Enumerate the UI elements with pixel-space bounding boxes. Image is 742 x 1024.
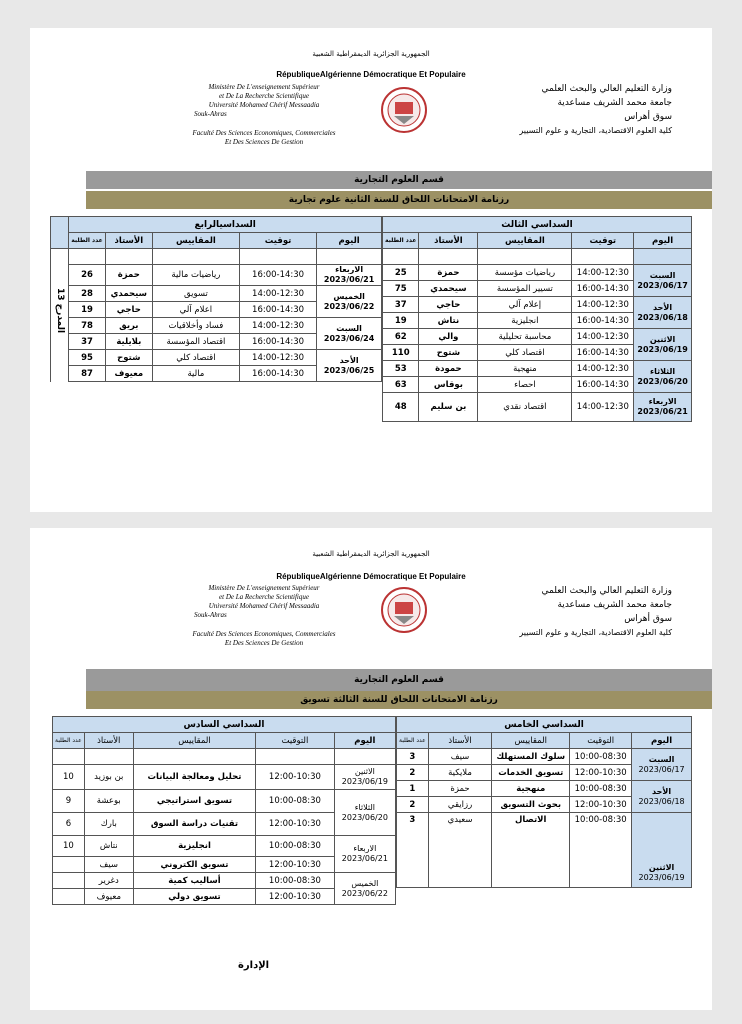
time-cell: 16:00-14:30 (239, 334, 316, 350)
count-cell: 10 (53, 765, 85, 790)
time-cell: 16:00-14:30 (572, 281, 634, 297)
prof-cell: بارك (84, 813, 133, 836)
subject-cell: أساليب كمية (133, 873, 255, 889)
count-cell: 48 (383, 393, 419, 422)
col-header: توقيت (239, 233, 316, 249)
count-cell: 3 (397, 813, 429, 888)
time-cell: 12:00-10:30 (256, 857, 335, 873)
administration-signature: الإدارة (238, 960, 270, 971)
lecture-hall-label: المدرج 13 (55, 288, 65, 334)
semester-4-table (50, 216, 382, 382)
time-cell: 10:00-08:30 (256, 873, 335, 889)
fr-line: Souk-Ahras (194, 611, 227, 619)
col-header: المقاييس (478, 233, 572, 249)
time-cell: 14:00-12:30 (572, 297, 634, 313)
count-cell: 1 (397, 781, 429, 797)
col-header: المقاييس (133, 733, 255, 749)
day-cell: السبت 2023/06/24 (317, 318, 382, 350)
prof-cell: معيوف (105, 366, 152, 382)
exam-schedule-page-2 (30, 528, 712, 1010)
subject-cell: إعلام آلي (478, 297, 572, 313)
count-cell: 28 (69, 286, 105, 302)
university-logo (380, 86, 428, 134)
ar-line: جامعة محمد الشريف مساعدية (557, 600, 672, 610)
subject-cell: تحليل ومعالجة البيانات (133, 765, 255, 790)
time-cell: 12:00-10:30 (256, 765, 335, 790)
day-cell: الاثنين 2023/06/19 (632, 813, 692, 888)
time-cell: 14:00-12:30 (239, 286, 316, 302)
day-cell: السبت 2023/06/17 (634, 265, 692, 297)
semester-title: السداسيالرابع (69, 217, 382, 233)
subject-cell: مالية (152, 366, 239, 382)
count-cell: 37 (69, 334, 105, 350)
count-cell: 75 (383, 281, 419, 297)
fr-line: et De La Recherche Scientifique (219, 92, 309, 100)
day-cell: الثلاثاء 2023/06/20 (334, 790, 395, 836)
col-header: اليوم (632, 733, 692, 749)
prof-cell: رزايقي (428, 797, 492, 813)
time-cell: 10:00-08:30 (256, 790, 335, 813)
day-cell (634, 249, 692, 265)
day-cell: الاربعاء 2023/06/21 (334, 836, 395, 873)
subject-cell: سلوك المستهلك (492, 749, 570, 765)
prof-cell: نتاش (419, 313, 478, 329)
time-cell: 16:00-14:30 (572, 377, 634, 393)
ar-line: سوق أهراس (624, 112, 672, 122)
university-logo (380, 586, 428, 634)
count-cell: 78 (69, 318, 105, 334)
count-cell: 87 (69, 366, 105, 382)
col-header: عدد الطلبة (397, 733, 429, 749)
subject-cell: تسيير المؤسسة (478, 281, 572, 297)
day-cell: الخميس 2023/06/22 (317, 286, 382, 318)
prof-cell: دغرير (84, 873, 133, 889)
count-cell: 110 (383, 345, 419, 361)
prof-cell: شتوح (419, 345, 478, 361)
time-cell: 14:00-12:30 (572, 361, 634, 377)
ministry-arabic-block (462, 584, 672, 640)
time-cell: 16:00-14:30 (239, 366, 316, 382)
prof-cell: بلايلية (105, 334, 152, 350)
col-header: عدد الطلبة (69, 233, 105, 249)
semester-title: السداسي الثالث (383, 217, 692, 233)
prof-cell: نتاش (84, 836, 133, 857)
day-cell: الاثنين 2023/06/19 (634, 329, 692, 361)
count-cell: 63 (383, 377, 419, 393)
republic-arabic: الجمهورية الجزائرية الديمقراطية الشعبية (312, 550, 430, 558)
col-header: التوقيت (570, 733, 632, 749)
subject-cell: اقتصاد كلي (478, 345, 572, 361)
ar-line: سوق أهراس (624, 614, 672, 624)
col-header: الأستاذ (84, 733, 133, 749)
day-cell: الاربعاء 2023/06/21 (634, 393, 692, 422)
fr-line: Université Mohamed Chérif Messaadia (208, 602, 320, 610)
prof-cell: بوقاس (419, 377, 478, 393)
count-cell: 26 (69, 265, 105, 286)
day-cell: الثلاثاء 2023/06/20 (634, 361, 692, 393)
fr-line: Ministère De L'enseignement Supérieur (208, 83, 320, 91)
col-header: الأستاذ (428, 733, 492, 749)
time-cell: 12:00-10:30 (570, 765, 632, 781)
prof-cell: سيف (428, 749, 492, 765)
time-cell: 14:00-12:30 (572, 393, 634, 422)
prof-cell: حاجي (419, 297, 478, 313)
fr-line: Université Mohamed Chérif Messaadia (208, 101, 320, 109)
subject-cell: تسويق الخدمات (492, 765, 570, 781)
subject-cell: تسويق دولي (133, 889, 255, 905)
col-header: الأستاذ (419, 233, 478, 249)
prof-cell: حاجي (105, 302, 152, 318)
col-header: المقاييس (492, 733, 570, 749)
fr-line: Et Des Sciences De Gestion (224, 639, 304, 647)
time-cell: 16:00-14:30 (239, 302, 316, 318)
col-header: الأستاذ (105, 233, 152, 249)
count-cell: 53 (383, 361, 419, 377)
col-header: توقيت (572, 233, 634, 249)
fr-line: et De La Recherche Scientifique (219, 593, 309, 601)
subject-cell: اعلام آلي (152, 302, 239, 318)
ar-line: جامعة محمد الشريف مساعدية (557, 98, 672, 108)
republic-french: RépubliqueAlgérienne Démocratique Et Populaire (276, 572, 466, 581)
count-cell: 3 (397, 749, 429, 765)
prof-cell: ملايكية (428, 765, 492, 781)
subject-cell: تسويق استراتيجي (133, 790, 255, 813)
subject-cell: اقتصاد المؤسسة (152, 334, 239, 350)
col-header: التوقيت (256, 733, 335, 749)
prof-cell: حمزة (419, 265, 478, 281)
count-cell: 6 (53, 813, 85, 836)
subject-cell: محاسبة تحليلية (478, 329, 572, 345)
subject-cell: رياضيات مؤسسة (478, 265, 572, 281)
col-header: عدد الطلبة (383, 233, 419, 249)
count-cell (53, 873, 85, 889)
ministry-french-block (164, 584, 364, 648)
republic-arabic: الجمهورية الجزائرية الديمقراطية الشعبية (312, 50, 430, 58)
time-cell: 14:00-12:30 (572, 265, 634, 281)
subject-cell: رياضيات مالية (152, 265, 239, 286)
time-cell: 10:00-08:30 (570, 749, 632, 765)
day-cell: الاثنين 2023/06/19 (334, 765, 395, 790)
prof-cell: معيوف (84, 889, 133, 905)
subject-cell: منهجية (478, 361, 572, 377)
semester-5-table (396, 716, 692, 888)
time-cell: 10:00-08:30 (570, 781, 632, 797)
ar-line: وزارة التعليم العالي والبحث العلمي (541, 586, 672, 596)
count-cell: 9 (53, 790, 85, 813)
subject-cell: اقتصاد نقدي (478, 393, 572, 422)
count-cell: 19 (383, 313, 419, 329)
prof-cell: بريق (105, 318, 152, 334)
count-cell: 25 (383, 265, 419, 281)
department-banner: قسم العلوم التجارية (86, 669, 712, 691)
prof-cell: سيف (84, 857, 133, 873)
subject-cell: تسويق الكتروني (133, 857, 255, 873)
subject-cell: اقتصاد كلي (152, 350, 239, 366)
semester-title: السداسي السادس (53, 717, 396, 733)
subject-cell: تسويق (152, 286, 239, 302)
count-cell: 62 (383, 329, 419, 345)
fr-line: Souk-Ahras (194, 110, 227, 118)
fr-line: Faculté Des Sciences Economiques, Commerciales (192, 630, 336, 638)
time-cell: 16:00-14:30 (572, 313, 634, 329)
prof-cell: شتوح (105, 350, 152, 366)
subject-cell: انجليزية (133, 836, 255, 857)
prof-cell: بن بوزيد (84, 765, 133, 790)
prof-cell: حمزة (428, 781, 492, 797)
day-cell: الاربعاء 2023/06/21 (317, 265, 382, 286)
time-cell: 14:00-12:30 (239, 318, 316, 334)
subject-cell: احصاء (478, 377, 572, 393)
subject-cell: بحوث التسويق (492, 797, 570, 813)
count-cell: 2 (397, 765, 429, 781)
count-cell (53, 889, 85, 905)
prof-cell: حمزة (105, 265, 152, 286)
day-cell: السبت 2023/06/17 (632, 749, 692, 781)
day-cell: الأحد 2023/06/25 (317, 350, 382, 382)
ministry-arabic-block (462, 82, 672, 138)
subject-cell: منهجية (492, 781, 570, 797)
semester-title: السداسي الخامس (397, 717, 692, 733)
time-cell: 14:00-12:30 (239, 350, 316, 366)
subject-cell: الاتصال (492, 813, 570, 888)
time-cell: 12:00-10:30 (570, 797, 632, 813)
prof-cell: بن سليم (419, 393, 478, 422)
department-banner: قسم العلوم التجارية (86, 171, 712, 189)
prof-cell: بوعشة (84, 790, 133, 813)
time-cell: 10:00-08:30 (570, 813, 632, 888)
time-cell: 14:00-12:30 (572, 329, 634, 345)
prof-cell: والي (419, 329, 478, 345)
count-cell: 10 (53, 836, 85, 857)
col-header: عدد الطلبة (53, 733, 85, 749)
time-cell: 16:00-14:30 (239, 265, 316, 286)
count-cell: 2 (397, 797, 429, 813)
prof-cell: سيحمدي (419, 281, 478, 297)
fr-line: Faculté Des Sciences Economiques, Commerciales (192, 129, 336, 137)
schedule-title-banner: رزنامة الامتحانات اللحاق للسنة الثالثة تسويق (86, 691, 712, 709)
semester-6-table (52, 716, 396, 905)
subject-cell: تقنيات دراسة السوق (133, 813, 255, 836)
col-header: اليوم (334, 733, 395, 749)
ar-line: كلية العلوم الاقتصادية، التجارية و علوم التسيير (519, 628, 672, 637)
col-header: اليوم (634, 233, 692, 249)
schedule-title-banner: رزنامة الامتحانات اللحاق للسنة الثانية علوم تجارية (86, 191, 712, 209)
prof-cell: سيحمدي (105, 286, 152, 302)
col-header: اليوم (317, 233, 382, 249)
day-cell: الأحد 2023/06/18 (632, 781, 692, 813)
ar-line: كلية العلوم الاقتصادية، التجارية و علوم التسيير (519, 126, 672, 135)
time-cell: 12:00-10:30 (256, 889, 335, 905)
prof-cell: سعيدي (428, 813, 492, 888)
day-cell: الأحد 2023/06/18 (634, 297, 692, 329)
time-cell: 16:00-14:30 (572, 345, 634, 361)
time-cell: 10:00-08:30 (256, 836, 335, 857)
time-cell: 12:00-10:30 (256, 813, 335, 836)
day-cell: الخميس 2023/06/22 (334, 873, 395, 905)
republic-french: RépubliqueAlgérienne Démocratique Et Populaire (276, 70, 466, 79)
count-cell: 37 (383, 297, 419, 313)
ministry-french-block (164, 83, 364, 147)
prof-cell: حمودة (419, 361, 478, 377)
ar-line: وزارة التعليم العالي والبحث العلمي (541, 84, 672, 94)
exam-schedule-page-1 (30, 28, 712, 512)
count-cell: 19 (69, 302, 105, 318)
col-header: المقاييس (152, 233, 239, 249)
semester-3-table (382, 216, 692, 422)
fr-line: Ministère De L'enseignement Supérieur (208, 584, 320, 592)
subject-cell: فساد وأخلاقيات (152, 318, 239, 334)
fr-line: Et Des Sciences De Gestion (224, 138, 304, 146)
subject-cell: انجليزية (478, 313, 572, 329)
count-cell: 95 (69, 350, 105, 366)
count-cell (53, 857, 85, 873)
